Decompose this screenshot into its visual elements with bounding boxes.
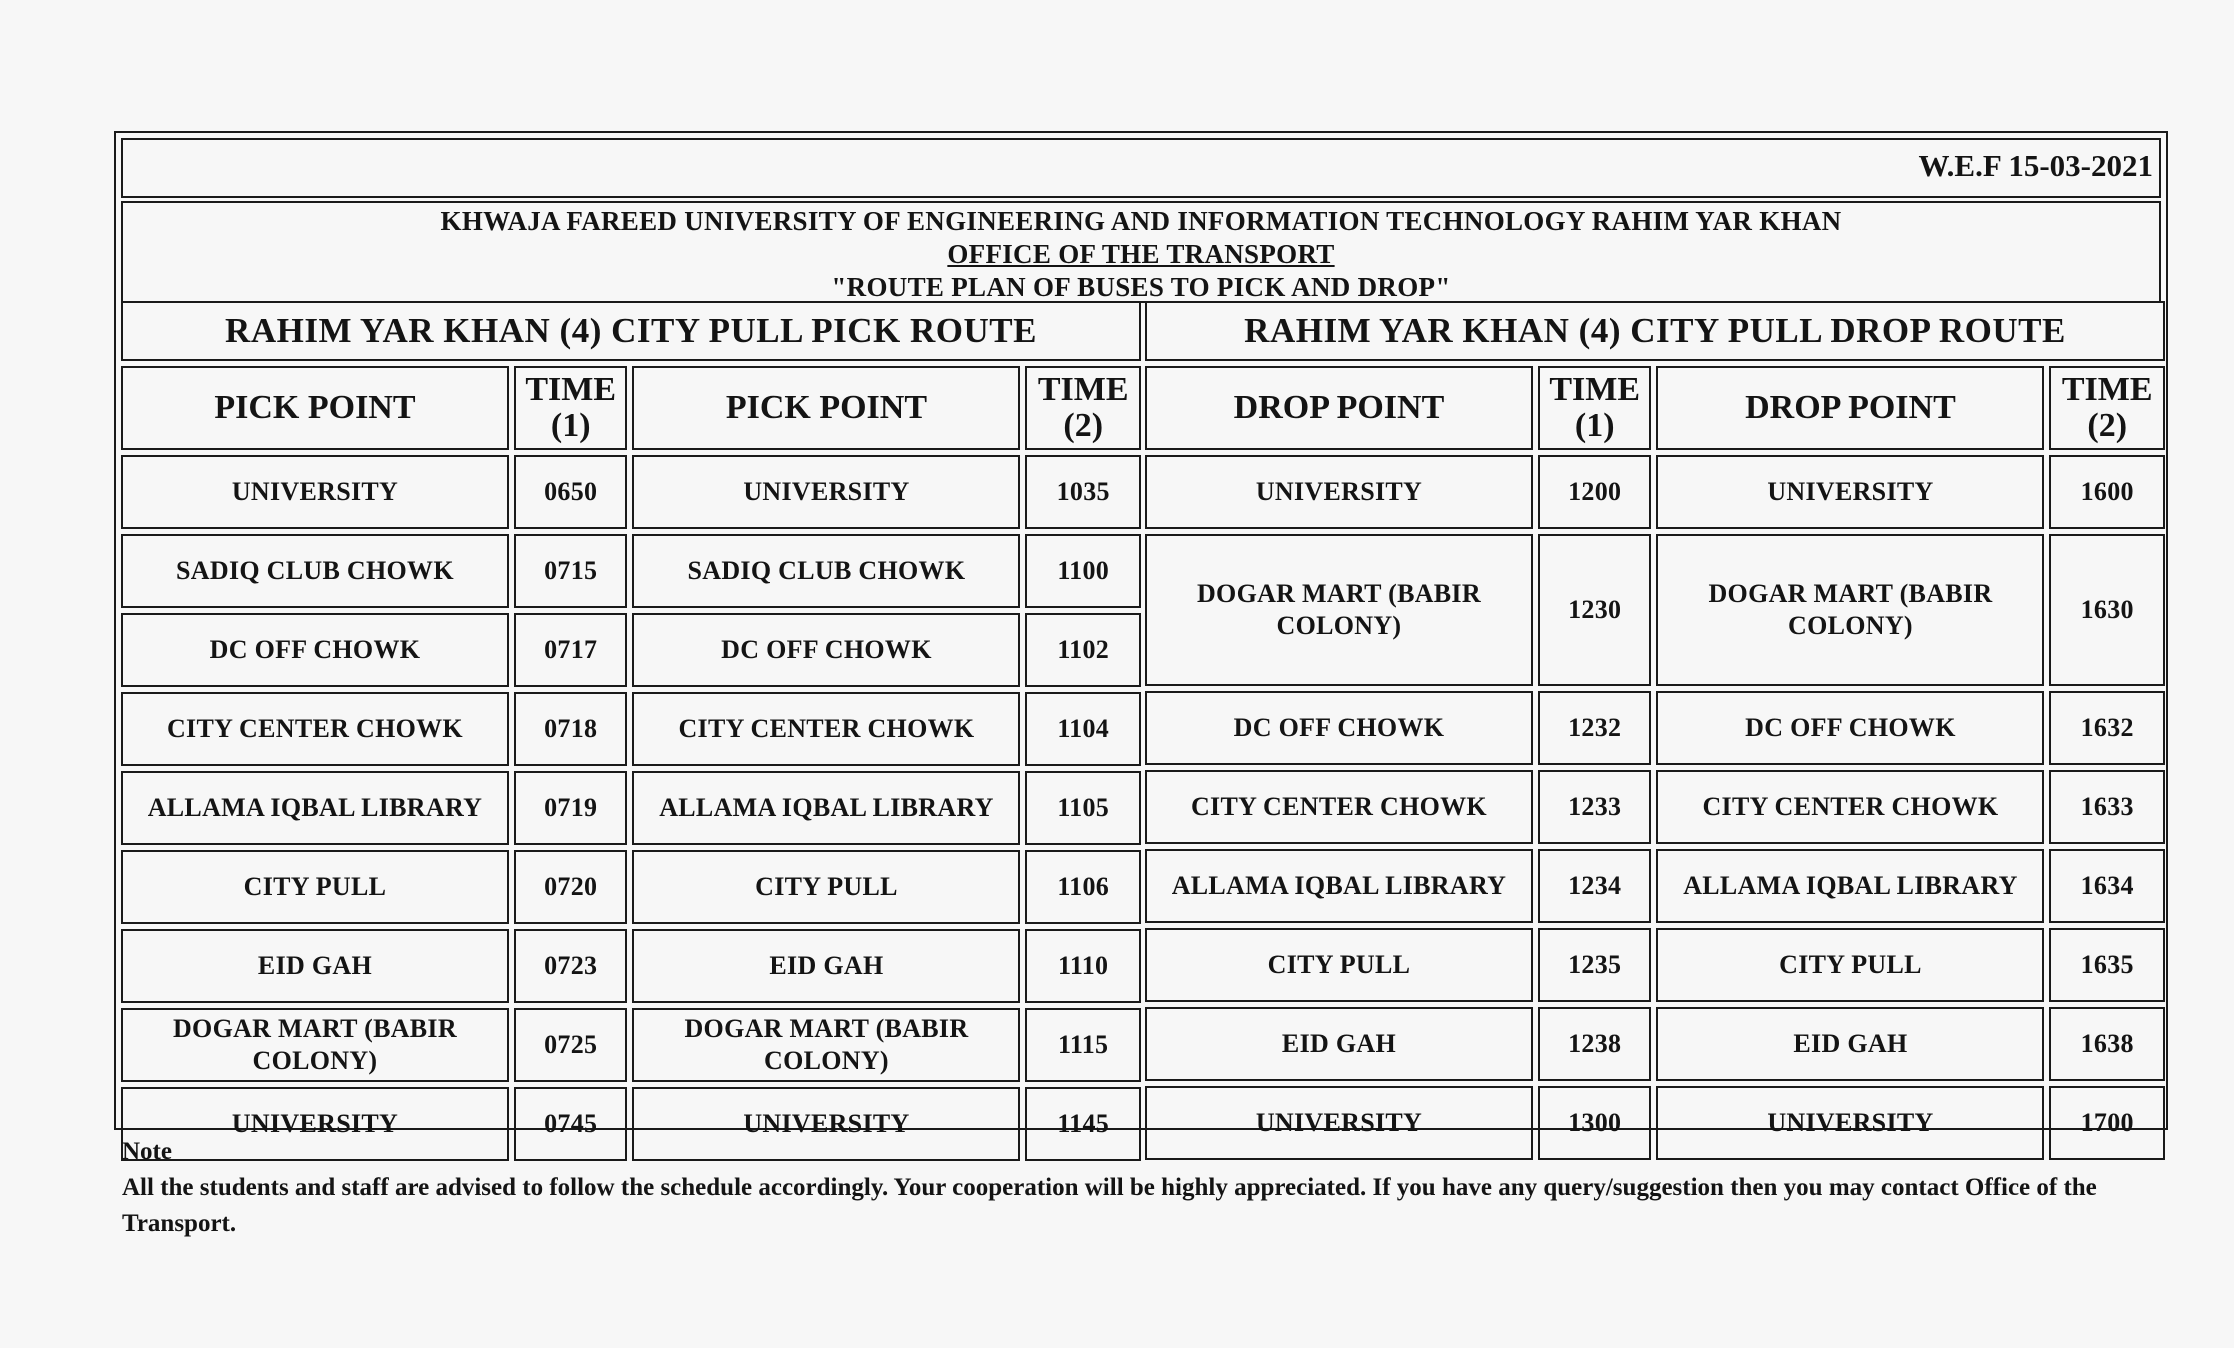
drop-route-table <box>1140 296 2170 1165</box>
university-name: KHWAJA FAREED UNIVERSITY OF ENGINEERING AND INFORMATION TECHNOLOGY RAHIM YAR KHAN <box>440 206 1842 236</box>
pick-stop-name-1: CITY PULL <box>121 850 509 924</box>
pick-table-row <box>121 1008 1141 1082</box>
drop-stop-name-1: EID GAH <box>1145 1007 1533 1081</box>
schedule-sheet <box>114 131 2168 1138</box>
pick-stop-time-2: 1100 <box>1025 534 1141 608</box>
pick-stop-name-1: DOGAR MART (BABIR COLONY) <box>121 1008 509 1082</box>
pick-point-header: PICK POINT <box>121 366 509 450</box>
drop-stop-time-1: 1234 <box>1538 849 1652 923</box>
drop-table-row <box>1145 849 2165 923</box>
pick-stop-name-2: ALLAMA IQBAL LIBRARY <box>632 771 1020 845</box>
pick-stop-time-1: 0715 <box>514 534 628 608</box>
pick-stop-name-2: DOGAR MART (BABIR COLONY) <box>632 1008 1020 1082</box>
pick-stop-name-1: CITY CENTER CHOWK <box>121 692 509 766</box>
pick-stop-name-2: UNIVERSITY <box>632 1087 1020 1161</box>
drop-table-row <box>1145 691 2165 765</box>
drop-stop-time-1: 1300 <box>1538 1086 1652 1160</box>
drop-stop-time-1: 1232 <box>1538 691 1652 765</box>
pick-stop-name-2: UNIVERSITY <box>632 455 1020 529</box>
pick-stop-name-1: UNIVERSITY <box>121 1087 509 1161</box>
drop-stop-time-1: 1235 <box>1538 928 1652 1002</box>
time-2-header: TIME (2) <box>2049 366 2165 450</box>
effective-date: W.E.F 15-03-2021 <box>1918 148 2153 183</box>
drop-table-row <box>1145 1086 2165 1160</box>
drop-stop-name-2: DOGAR MART (BABIR COLONY) <box>1656 534 2044 686</box>
drop-stop-name-1: DC OFF CHOWK <box>1145 691 1533 765</box>
drop-table-row <box>1145 455 2165 529</box>
drop-table-row <box>1145 1007 2165 1081</box>
drop-stop-time-1: 1230 <box>1538 534 1652 686</box>
drop-point-header: DROP POINT <box>1145 366 1533 450</box>
drop-stop-time-2: 1634 <box>2049 849 2165 923</box>
pick-table-row <box>121 455 1141 529</box>
drop-stop-name-1: CITY PULL <box>1145 928 1533 1002</box>
drop-stop-name-1: UNIVERSITY <box>1145 455 1533 529</box>
pick-stop-name-2: SADIQ CLUB CHOWK <box>632 534 1020 608</box>
pick-stop-time-2: 1035 <box>1025 455 1141 529</box>
drop-stop-time-1: 1233 <box>1538 770 1652 844</box>
drop-stop-name-2: CITY PULL <box>1656 928 2044 1002</box>
pick-stop-name-1: ALLAMA IQBAL LIBRARY <box>121 771 509 845</box>
pick-table-row <box>121 692 1141 766</box>
drop-stop-time-2: 1630 <box>2049 534 2165 686</box>
drop-stop-name-2: UNIVERSITY <box>1656 1086 2044 1160</box>
pick-stop-name-2: CITY PULL <box>632 850 1020 924</box>
pick-stop-name-1: DC OFF CHOWK <box>121 613 509 687</box>
drop-stop-time-2: 1600 <box>2049 455 2165 529</box>
drop-stop-name-2: CITY CENTER CHOWK <box>1656 770 2044 844</box>
pick-stop-name-2: DC OFF CHOWK <box>632 613 1020 687</box>
pick-stop-time-1: 0719 <box>514 771 628 845</box>
pick-stop-time-1: 0718 <box>514 692 628 766</box>
pick-stop-time-1: 0745 <box>514 1087 628 1161</box>
drop-stop-time-1: 1238 <box>1538 1007 1652 1081</box>
drop-column-headers <box>1145 366 2165 450</box>
drop-stop-time-1: 1200 <box>1538 455 1652 529</box>
pick-stop-time-1: 0717 <box>514 613 628 687</box>
pick-table-row <box>121 929 1141 1003</box>
pick-stop-name-1: SADIQ CLUB CHOWK <box>121 534 509 608</box>
drop-stop-time-2: 1635 <box>2049 928 2165 1002</box>
drop-stop-name-1: CITY CENTER CHOWK <box>1145 770 1533 844</box>
drop-stop-name-2: ALLAMA IQBAL LIBRARY <box>1656 849 2044 923</box>
pick-stop-time-2: 1104 <box>1025 692 1141 766</box>
drop-table-row <box>1145 770 2165 844</box>
drop-route-title: RAHIM YAR KHAN (4) CITY PULL DROP ROUTE <box>1145 301 2165 361</box>
pick-stop-time-2: 1145 <box>1025 1087 1141 1161</box>
pick-stop-time-2: 1115 <box>1025 1008 1141 1082</box>
document-header <box>121 201 2161 303</box>
pick-route-title: RAHIM YAR KHAN (4) CITY PULL PICK ROUTE <box>121 301 1141 361</box>
time-1-header: TIME (1) <box>514 366 628 450</box>
pick-column-headers <box>121 366 1141 450</box>
note-text: All the students and staff are advised to follow the schedule accordingly. Your cooperation will be highly appreciated. If you have any query/suggestion then you may contact Office of the Transport. <box>122 1174 2097 1237</box>
drop-stop-name-1: ALLAMA IQBAL LIBRARY <box>1145 849 1533 923</box>
plan-title: "ROUTE PLAN OF BUSES TO PICK AND DROP" <box>831 272 1451 302</box>
drop-stop-time-2: 1632 <box>2049 691 2165 765</box>
pick-stop-time-2: 1110 <box>1025 929 1141 1003</box>
pick-stop-name-1: UNIVERSITY <box>121 455 509 529</box>
pick-stop-time-2: 1106 <box>1025 850 1141 924</box>
drop-stop-name-2: UNIVERSITY <box>1656 455 2044 529</box>
pick-table-row <box>121 771 1141 845</box>
pick-stop-time-2: 1105 <box>1025 771 1141 845</box>
drop-table-row <box>1145 928 2165 1002</box>
pick-table-row <box>121 534 1141 608</box>
pick-table-row <box>121 613 1141 687</box>
effective-date-row <box>121 138 2161 198</box>
time-1-header: TIME (1) <box>1538 366 1652 450</box>
pick-stop-time-1: 0720 <box>514 850 628 924</box>
pick-route-table <box>116 296 1146 1166</box>
pick-table-row <box>121 850 1141 924</box>
drop-point-header: DROP POINT <box>1656 366 2044 450</box>
pick-stop-time-2: 1102 <box>1025 613 1141 687</box>
pick-stop-name-2: CITY CENTER CHOWK <box>632 692 1020 766</box>
note-label: Note <box>122 1138 172 1165</box>
pick-stop-name-2: EID GAH <box>632 929 1020 1003</box>
office-name: OFFICE OF THE TRANSPORT <box>947 239 1335 269</box>
drop-table-row <box>1145 534 2165 686</box>
drop-stop-time-2: 1633 <box>2049 770 2165 844</box>
pick-point-header: PICK POINT <box>632 366 1020 450</box>
drop-stop-time-2: 1700 <box>2049 1086 2165 1160</box>
pick-stop-name-1: EID GAH <box>121 929 509 1003</box>
drop-stop-name-2: DC OFF CHOWK <box>1656 691 2044 765</box>
drop-stop-name-2: EID GAH <box>1656 1007 2044 1081</box>
drop-stop-name-1: DOGAR MART (BABIR COLONY) <box>1145 534 1533 686</box>
drop-stop-time-2: 1638 <box>2049 1007 2165 1081</box>
pick-stop-time-1: 0725 <box>514 1008 628 1082</box>
pick-stop-time-1: 0650 <box>514 455 628 529</box>
time-2-header: TIME (2) <box>1025 366 1141 450</box>
drop-stop-name-1: UNIVERSITY <box>1145 1086 1533 1160</box>
pick-stop-time-1: 0723 <box>514 929 628 1003</box>
pick-table-row <box>121 1087 1141 1161</box>
